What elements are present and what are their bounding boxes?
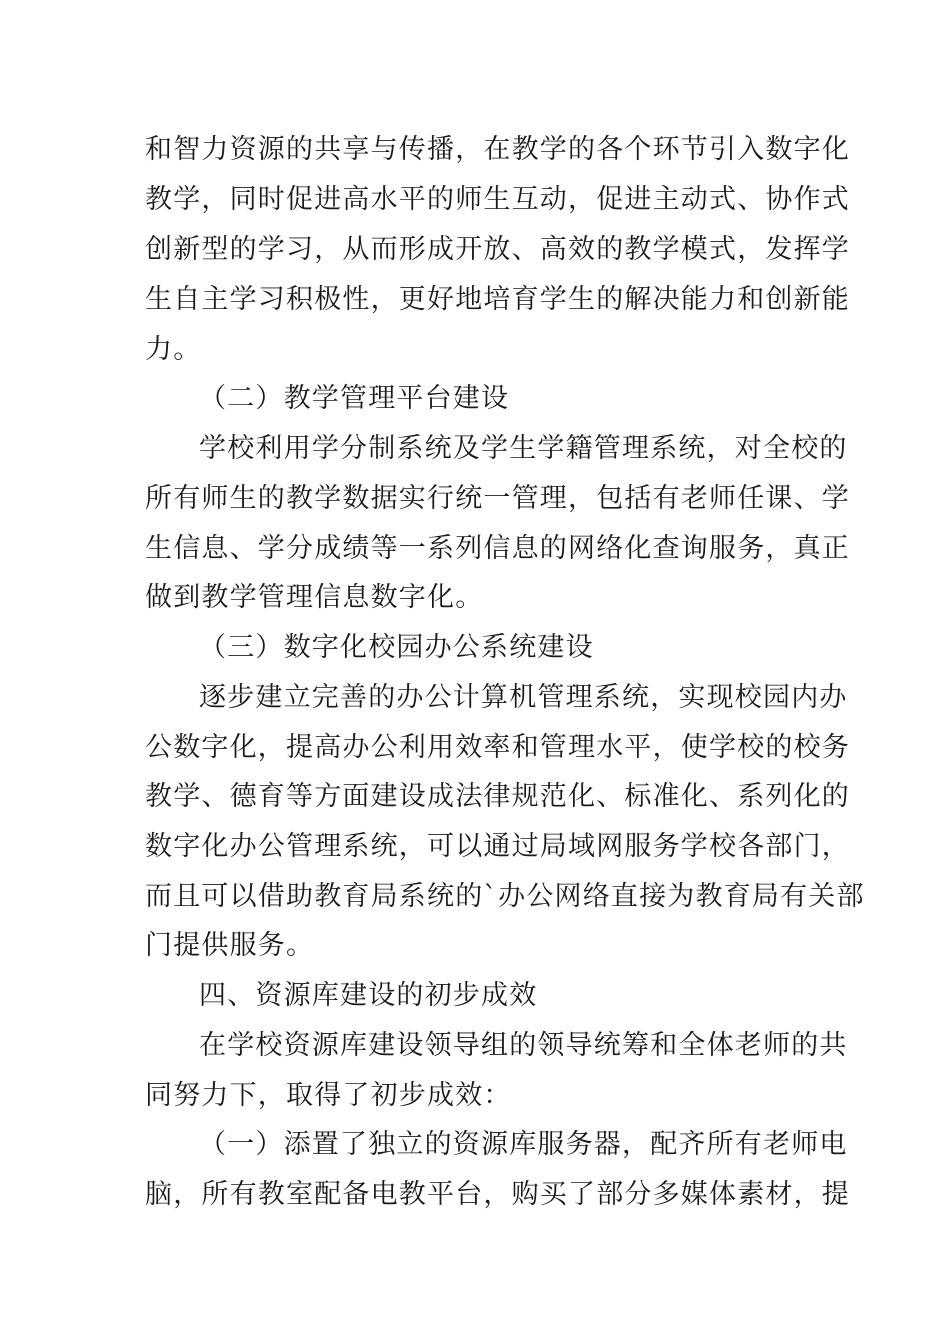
text-line: 和智力资源的共享与传播，在教学的各个环节引入数字化 (145, 134, 850, 165)
text-line: 公数字化，提高办公利用效率和管理水平，使学校的校务 (145, 732, 850, 763)
text-line: 教学、德育等方面建设成法律规范化、标准化、系列化的 (145, 781, 850, 812)
paragraph-first-line: （一）添置了独立的资源库服务器，配齐所有老师电 (199, 1129, 848, 1160)
text-line: 生信息、学分成绩等一系列信息的网络化查询服务，真正 (145, 533, 850, 564)
section-heading: （三）数字化校园办公系统建设 (199, 632, 594, 663)
text-line: 门提供服务。 (145, 930, 315, 961)
section-heading: （二）教学管理平台建设 (199, 383, 510, 414)
text-line: 创新型的学习，从而形成开放、高效的教学模式，发挥学 (145, 234, 850, 265)
text-line: 数字化办公管理系统，可以通过局域网服务学校各部门， (145, 831, 850, 862)
text-line: 同努力下，取得了初步成效： (145, 1080, 512, 1111)
text-line: 生自主学习积极性，更好地培育学生的解决能力和创新能 (145, 284, 850, 315)
paragraph-first-line: 学校利用学分制系统及学生学籍管理系统，对全校的 (199, 433, 848, 464)
text-line: 所有师生的教学数据实行统一管理，包括有老师任课、学 (145, 483, 850, 514)
text-line: 力。 (145, 334, 202, 365)
text-line: 脑，所有教室配备电教平台，购买了部分多媒体素材，提 (145, 1179, 850, 1210)
paragraph-first-line: 在学校资源库建设领导组的领导统筹和全体老师的共 (199, 1030, 848, 1061)
paragraph-first-line: 逐步建立完善的办公计算机管理系统，实现校园内办 (199, 682, 848, 713)
section-heading: 四、资源库建设的初步成效 (199, 980, 538, 1011)
text-line: 做到教学管理信息数字化。 (145, 582, 484, 613)
text-line: 而且可以借助教育局系统的`办公网络直接为教育局有关部 (145, 881, 865, 912)
text-line: 教学，同时促进高水平的师生互动，促进主动式、协作式 (145, 184, 850, 215)
